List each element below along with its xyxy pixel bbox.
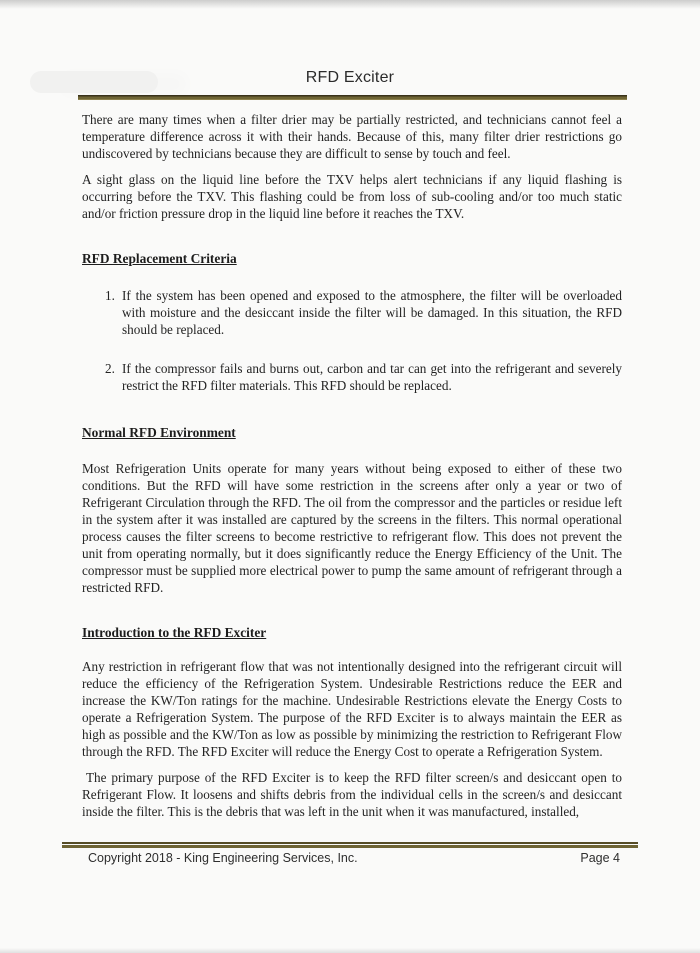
section-heading-introduction-rfd-exciter: Introduction to the RFD Exciter xyxy=(82,625,267,640)
document-title: RFD Exciter xyxy=(305,69,395,86)
normal-env-paragraph: Most Refrigeration Units operate for many years without being exposed to either of these two conditions. But the RFD will have some restriction in the screens after only a year or two of Refrigerant Circulation through the RFD. The oil from the compressor and the particles or residue left in the system after it was installed are captured by the screens in the filters. This normal operational process causes the filter screens to become restrictive to refrigerant flow. This does not prevent the unit from operating normally, but it does significantly reduce the Energy Efficiency of the Unit. The compressor must be supplied more electrical power to pump the same amount of refrigerant through a restricted RFD. xyxy=(82,461,622,595)
section-heading-normal-rfd-environment: Normal RFD Environment xyxy=(82,425,236,440)
top-edge-shadow xyxy=(0,0,700,9)
list-item-2 xyxy=(82,360,622,394)
footer-copyright: Copyright 2018 - King Engineering Services, Inc. xyxy=(88,851,358,865)
page-footer xyxy=(88,851,620,865)
list-item-1-number: 1. xyxy=(105,288,115,303)
footer-rule xyxy=(62,842,638,848)
list-item-1-text: If the system has been opened and exposed to the atmosphere, the filter will be overloaded with moisture and the desiccant inside the filter will be damaged. In this situation, the RFD should be replaced. xyxy=(122,288,622,337)
introduction-paragraph-1: Any restriction in refrigerant flow that was not intentionally designed into the refrigerant circuit will reduce the efficiency of the Refrigeration System. Undesirable Restrictions reduce the EER and increase the KW/Ton ratings for the machine. Undesirable Restrictions elevate the Energy Costs to operate a Refrigeration System. The purpose of the RFD Exciter is to always maintain the EER as high as possible and the KW/Ton as low as possible by minimizing the restriction to Refrigerant Flow through the RFD. The RFD Exciter will reduce the Energy Cost to operate a Refrigeration System. xyxy=(82,659,622,759)
list-item-1 xyxy=(82,287,622,338)
list-item-2-text: If the compressor fails and burns out, carbon and tar can get into the refrigerant and severely restrict the RFD filter materials. This RFD should be replaced. xyxy=(122,361,622,393)
intro-paragraph-2: A sight glass on the liquid line before the TXV helps alert technicians if any liquid flashing is occurring before the TXV. This flashing could be from loss of sub-cooling and/or too much static and/or friction pressure drop in the liquid line before it reaches the TXV. xyxy=(82,172,622,221)
list-item-2-number: 2. xyxy=(105,361,115,376)
header-rule xyxy=(78,95,627,100)
bottom-edge-shadow xyxy=(0,948,700,953)
introduction-paragraph-2: The primary purpose of the RFD Exciter is to keep the RFD filter screen/s and desiccant open to Refrigerant Flow. It loosens and shifts debris from the individual cells in the screen/s and desiccant inside the filter. This is the debris that was left in the unit when it was manufactured, installed, xyxy=(82,770,622,819)
intro-paragraph-1: There are many times when a filter drier may be partially restricted, and technicians cannot feel a temperature difference across it with their hands. Because of this, many filter drier restrictions go undiscovered by technicians because they are difficult to sense by touch and feel. xyxy=(82,112,622,161)
section-heading-rfd-replacement-criteria: RFD Replacement Criteria xyxy=(82,251,237,266)
footer-page-number: Page 4 xyxy=(580,851,620,865)
document-body xyxy=(82,111,622,820)
